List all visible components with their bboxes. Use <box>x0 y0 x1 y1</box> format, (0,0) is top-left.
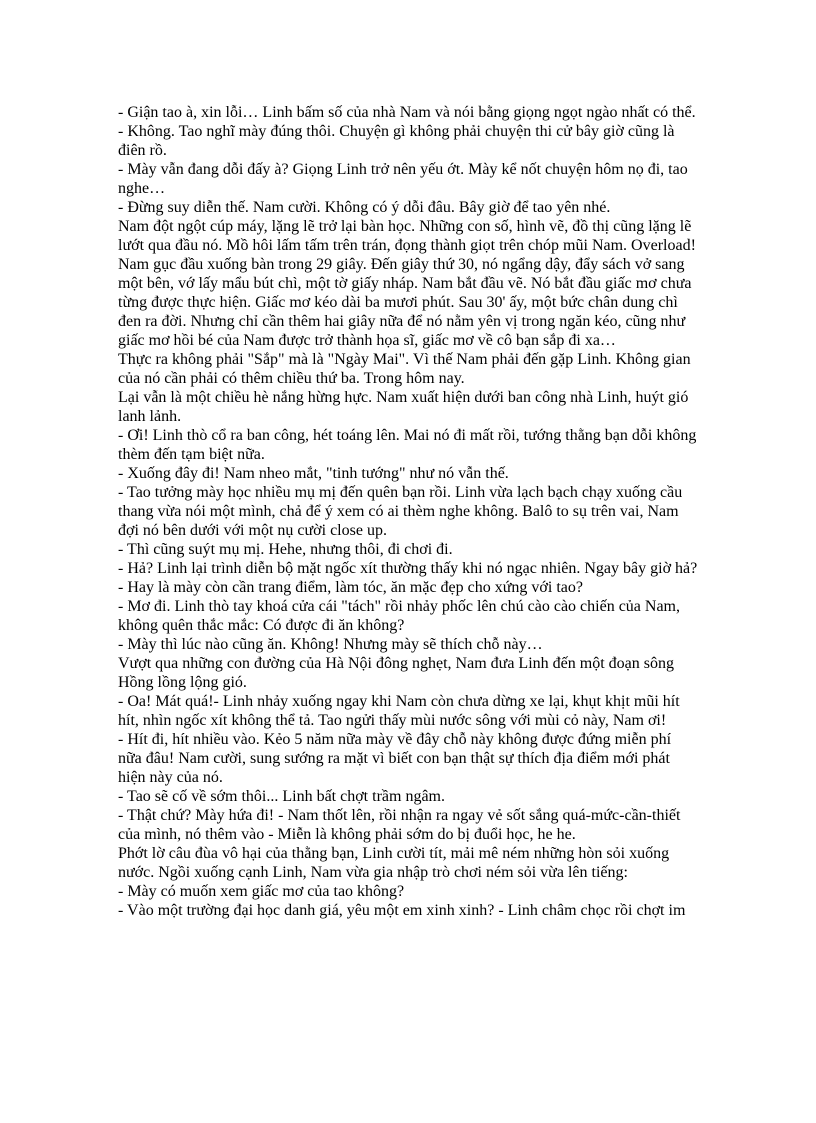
paragraph: - Thì cũng suýt mụ mị. Hehe, nhưng thôi, đi chơi đi. <box>118 541 453 558</box>
paragraph: - Hay là mày còn cần trang điểm, làm tóc, ăn mặc đẹp cho xứng với tao? <box>118 579 583 596</box>
paragraph: - Không. Tao nghĩ mày đúng thôi. Chuyện gì không phải chuyện thi cử bây giờ cũng là điên rồ. <box>118 123 675 159</box>
paragraph: Thực ra không phải "Sắp" mà là "Ngày Mai". Vì thế Nam phải đến gặp Linh. Không gian của nó cần phải có thêm chiều thứ ba. Trong hôm nay. <box>118 351 691 387</box>
paragraph: - Oa! Mát quá!- Linh nhảy xuống ngay khi Nam còn chưa dừng xe lại, khụt khịt mũi hít hít, nhìn ngốc xít không thể tả. Tao ngửi thấy mùi nước sông với mùi cỏ này, Nam ơi! <box>118 693 680 729</box>
paragraph: - Ơi! Linh thò cổ ra ban công, hét toáng lên. Mai nó đi mất rồi, tướng thằng bạn dỗi không thèm đến tạm biệt nữa. <box>118 427 697 463</box>
paragraph: - Mày có muốn xem giấc mơ của tao không? <box>118 883 405 900</box>
paragraph: - Tao sẽ cố về sớm thôi... Linh bất chợt trầm ngâm. <box>118 788 445 805</box>
paragraph: Vượt qua những con đường của Hà Nội đông nghẹt, Nam đưa Linh đến một đoạn sông Hồng lồng lộng gió. <box>118 655 674 691</box>
paragraph: - Đừng suy diễn thế. Nam cười. Không có ý dỗi đâu. Bây giờ để tao yên nhé. <box>118 199 611 216</box>
paragraph: Nam đột ngột cúp máy, lặng lẽ trở lại bàn học. Những con số, hình vẽ, đồ thị cũng lặng lẽ lướt qua đầu nó. Mồ hôi lấm tấm trên trán, đọng thành giọt trên chóp mũi Nam. Overload! Nam gục đầu xuống bàn trong 29 giây. Đến giây thứ 30, nó ngẩng dậy, đẩy sách vở sang một bên, vớ lấy mẩu bút chì, một tờ giấy nháp. Nam bắt đầu vẽ. Nó bắt đầu giấc mơ chưa từng được thực hiện. Giấc mơ kéo dài ba mươi phút. Sau 30' ấy, một bức chân dung chì đen ra đời. Nhưng chỉ cần thêm hai giây nữa để nó nằm yên vị trong ngăn kéo, cũng như giấc mơ hồi bé của Nam được trở thành họa sĩ, giấc mơ về cô bạn sắp đi xa… <box>118 218 696 349</box>
paragraph: - Hả? Linh lại trình diễn bộ mặt ngốc xít thường thấy khi nó ngạc nhiên. Ngay bây giờ hả? <box>118 560 698 577</box>
document-body <box>118 103 698 920</box>
paragraph: - Mơ đi. Linh thò tay khoá cửa cái "tách" rồi nhảy phốc lên chú cào cào chiến của Nam, không quên thắc mắc: Có được đi ăn không? <box>118 598 680 634</box>
paragraph: - Thật chứ? Mày hứa đi! - Nam thốt lên, rồi nhận ra ngay vẻ sốt sắng quá-mức-cần-thiết của mình, nó thêm vào - Miễn là không phải sớm do bị đuổi học, he he. <box>118 807 681 843</box>
paragraph: - Tao tưởng mày học nhiều mụ mị đến quên bạn rồi. Linh vừa lạch bạch chạy xuống cầu thang vừa nói một mình, chả để ý xem có ai thèm nghe không. Balô to sụ trên vai, Nam đợi nó bên dưới với một nụ cười close up. <box>118 484 683 539</box>
paragraph: - Hít đi, hít nhiều vào. Kẻo 5 năm nữa mày về đây chỗ này không được đứng miễn phí nữa đâu! Nam cười, sung sướng ra mặt vì biết con bạn thật sự thích địa điểm mới phát hiện này của nó. <box>118 731 672 786</box>
paragraph: - Xuống đây đi! Nam nheo mắt, "tinh tướng" như nó vẫn thế. <box>118 465 509 482</box>
paragraph: Lại vẫn là một chiều hè nắng hừng hực. Nam xuất hiện dưới ban công nhà Linh, huýt gió lanh lảnh. <box>118 389 689 425</box>
paragraph: Phớt lờ câu đùa vô hại của thằng bạn, Linh cười tít, mải mê ném những hòn sỏi xuống nước. Ngồi xuống cạnh Linh, Nam vừa gia nhập trò chơi ném sỏi vừa lên tiếng: <box>118 845 670 881</box>
paragraph: - Vào một trường đại học danh giá, yêu một em xinh xinh? - Linh châm chọc rồi chợt im <box>118 902 686 919</box>
paragraph: - Mày vẫn đang dỗi đấy à? Giọng Linh trở nên yếu ớt. Mày kể nốt chuyện hôm nọ đi, tao nghe… <box>118 161 688 197</box>
paragraph: - Mày thì lúc nào cũng ăn. Không! Nhưng mày sẽ thích chỗ này… <box>118 636 543 653</box>
paragraph: - Giận tao à, xin lỗi… Linh bấm số của nhà Nam và nói bằng giọng ngọt ngào nhất có thể. <box>118 104 696 121</box>
